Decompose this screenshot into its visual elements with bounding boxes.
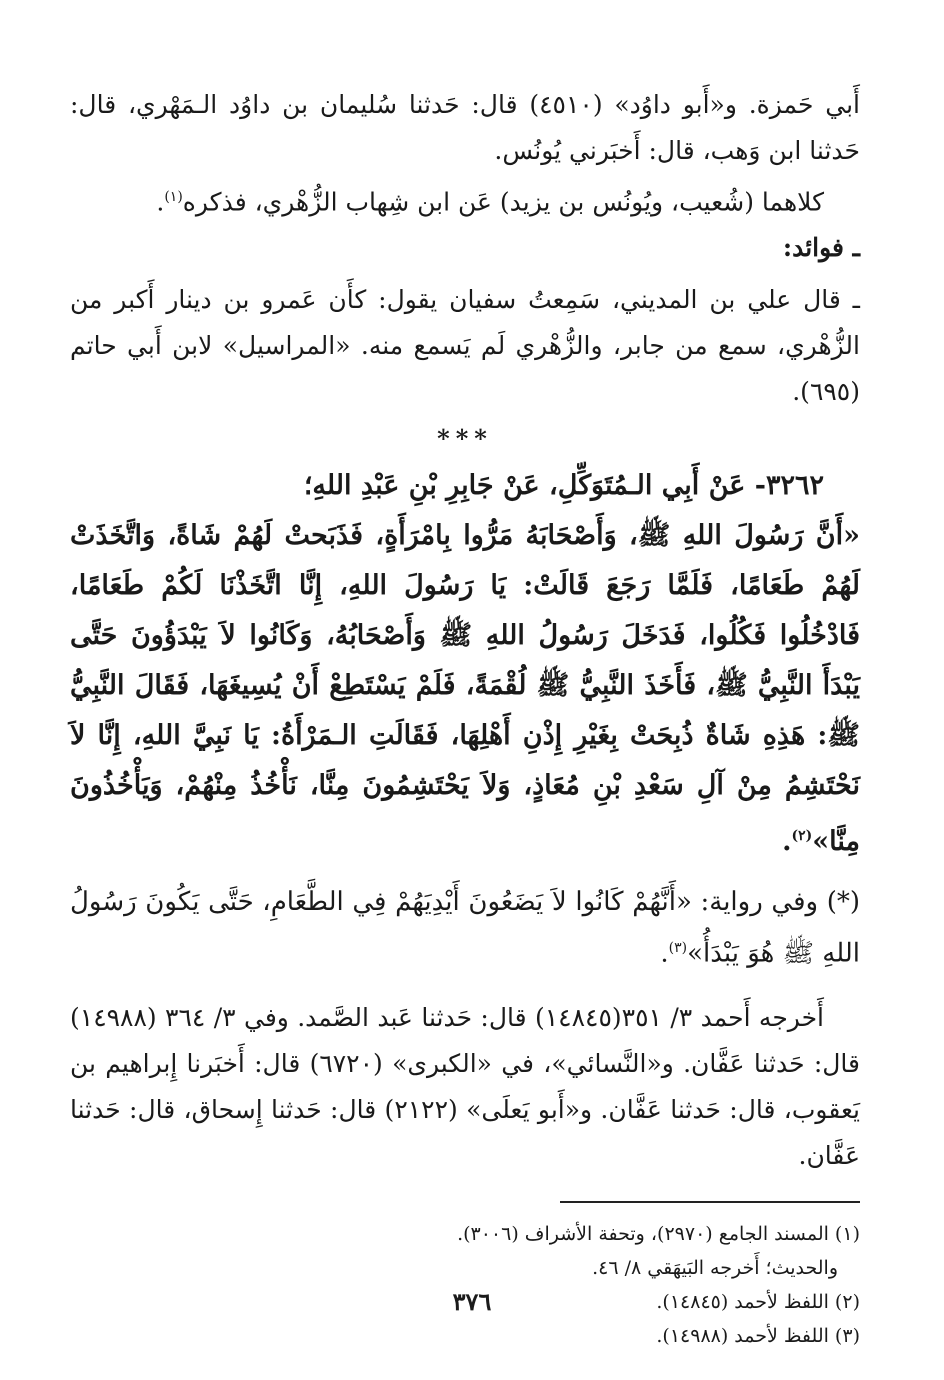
section-separator: *** [437,424,493,454]
footnote-divider [560,1201,860,1203]
fawaid-heading: ـ فوائد: [782,233,860,263]
hadith-body: «أَنَّ رَسُولَ اللهِ ﷺ، وَأَصْحَابَهُ مَرُّوا بِامْرَأَةٍ، فَذَبَحتْ لَهُمْ شَاةً، وَاتَّخَذَتْ لَهُمْ طَعَامًا، فَلَمَّا رَجَعَ قَالَتْ: يَا رَسُولَ اللهِ، إِنَّا اتَّخَذْنَا لَكُمْ طَعَامًا، فَادْخُلُوا فَكُلُوا، فَدَخَلَ رَسُولُ اللهِ ﷺ وَأَصْحَابُهُ، وَكَانُوا لاَ يَبْدَؤُونَ حَتَّى يَبْدَأَ النَّبِيُّ ﷺ، فَأَخَذَ النَّبِيُّ ﷺ لُقْمَةً، فَلَمْ يَسْتَطِعْ أَنْ يُسِيغَهَا، فَقَالَ النَّبِيُّ ﷺ: هَذِهِ شَاةٌ ذُبِحَتْ بِغَيْرِ إِذْنِ أَهْلِهَا، فَقَالَتِ الـمَرْأَةُ: يَا نَبِيَّ اللهِ، إِنَّا لاَ نَحْتَشِمُ مِنْ آلِ سَعْدِ بْنِ مُعَاذٍ، وَلاَ يَحْتَشِمُونَ مِنَّا، نَأْخُذُ مِنْهُمْ، وَيَأْخُذُونَ مِنَّا» [70,520,860,858]
hadith-number-title: ٣٢٦٢- عَنْ أَبِي الـمُتَوَكِّلِ، عَنْ جَابِرِ بْنِ عَبْدِ اللهِ؛ [303,470,824,502]
footnote-2: (٢) اللفظ لأحمد (١٤٨٤٥). [656,1290,860,1313]
hadith-text [70,511,860,867]
footnote-1: (١) المسند الجامع (٢٩٧٠)، وتحفة الأشراف (٣٠٠٦). [457,1222,860,1245]
top-paragraph: أَبي حَمزة. و«أَبو داوُد» (٤٥١٠) قال: حَدثنا سُليمان بن داوُد الـمَهْري، قال: حَدثنا ابن وَهب، قال: أَخبَرني يُونُس. [70,90,860,165]
footnotes [70,1217,860,1353]
footnote-ref-1: (١) [164,189,183,205]
fawaid-text: ـ قال علي بن المديني، سَمِعتُ سفيان يقول: كأَن عَمرو بن دينار أَكبر من الزُّهْري، سمع من جابر، والزُّهْري لَم يَسمع منه. «المراسيل» لابن أَبي حاتم (٦٩٥). [70,285,860,407]
page-content [70,82,860,1353]
footnote-3: (٣) اللفظ لأحمد (١٤٩٨٨). [656,1324,860,1347]
takhrij-paragraph: أَخرجه أَحمد ٣/ ٣٥١(١٤٨٤٥) قال: حَدثنا عَبد الصَّمد. وفي ٣/ ٣٦٤ (١٤٩٨٨) قال: حَدثنا عَفَّان. و«النَّسائي»، في «الكبرى» (٦٧٢٠) قال: أَخبَرنا إِبراهيم بن يَعقوب، قال: حَدثنا عَفَّان. و«أَبو يَعلَى» (٢١٢٢) قال: حَدثنا إِسحاق، قال: حَدثنا عَفَّان. [70,1002,860,1170]
footnote-ref-2: (٢) [791,828,813,845]
footnote-ref-3: (٣) [668,940,688,957]
page-number: ٣٧٦ [452,1287,492,1316]
footnote-1-continuation: والحديث؛ أَخرجه البَيهَقي ٨/ ٤٦. [592,1256,838,1279]
riwaya-end: . [660,938,669,969]
riwaya-text: (*) وفي رواية: «أَنَّهُمْ كَانُوا لاَ يَضَعُونَ أَيْدِيَهُمْ فِي الطَّعَامِ، حَتَّى يَكُونَ رَسُولُ اللهِ ﷺ هُوَ يَبْدَأُ» [70,887,860,969]
chain-end: . [156,187,165,217]
chain-line [70,174,860,225]
chain-text: كلاهما (شُعيب، ويُونُس بن يزيد) عَن ابن شِهاب الزُّهْري، فذكره [182,187,824,217]
hadith-end: . [782,826,792,858]
riwaya-paragraph [70,879,860,977]
